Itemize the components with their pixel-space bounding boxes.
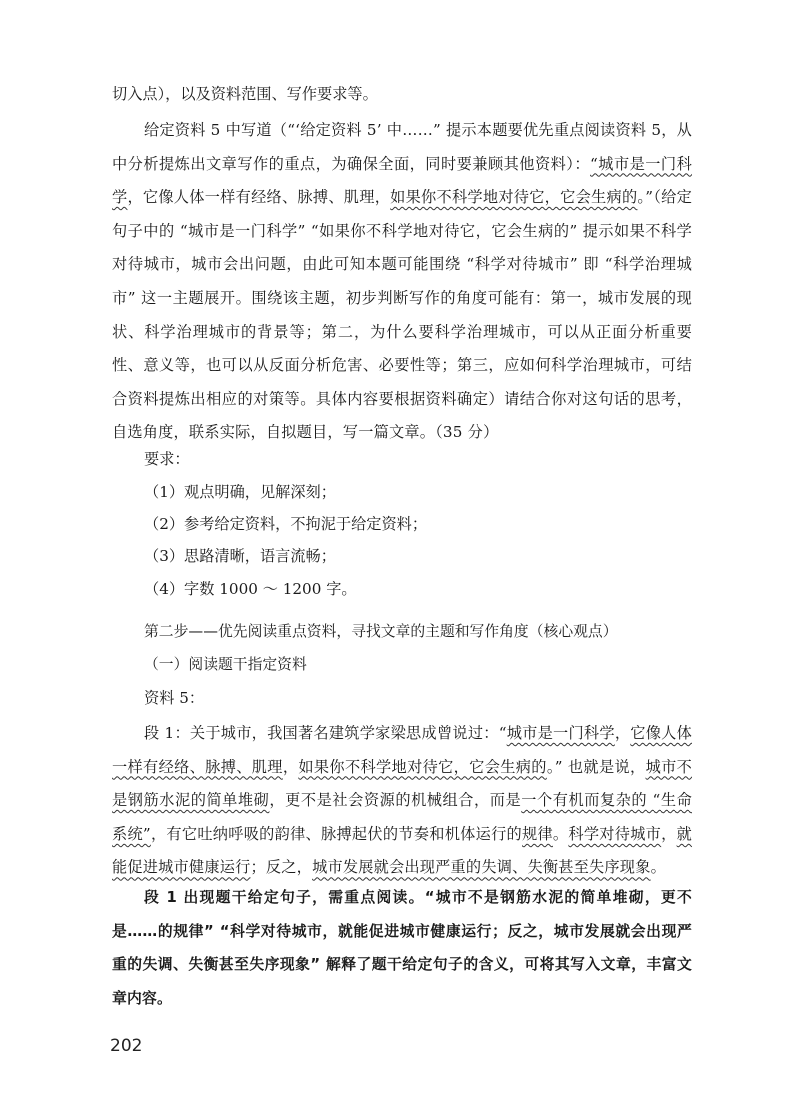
p1-underline-2: 它像人体一样有经络、脉搏、肌理 — [112, 724, 692, 776]
requirement-item-3: （3）思路清晰，语言流畅； — [144, 547, 336, 565]
intro-line: 切入点），以及资料范围、写作要求等。 — [112, 85, 378, 103]
question-paragraph — [112, 114, 692, 450]
p1-text-8: ；反之， — [250, 858, 313, 877]
p1-text-1: ， — [614, 724, 631, 742]
question-part-2: ，它像人体一样有经络、脉搏、肌理， — [127, 188, 391, 207]
question-part-1: 给定资料 5 中写道（“‘给定资料 5’ 中……” 提示本题要优先重点阅读资料 5，从中分析提炼出文章写作的重点，为确保全面，同时要兼顾其他资料）： — [112, 121, 692, 173]
p1-text-3: 。” 也就是说， — [546, 757, 646, 776]
p1-text-4: ，更不是社会资源的机械组合，而是 — [269, 791, 522, 810]
material-label: 资料 5： — [144, 689, 205, 707]
p1-underline-4: 城市不是钢筋水泥的简单堆砌 — [112, 757, 693, 810]
p1-text-5: ，有它吐纳呼吸的韵律、脉搏起伏的节奏和机体运行的 — [150, 824, 522, 843]
step-two-heading: 第二步——优先阅读重点资料，寻找文章的主题和写作角度（核心观点） — [144, 623, 618, 640]
p1-underline-3: 如果你不科学地对待它，它会生病的 — [298, 757, 547, 776]
requirement-item-4: （4）字数 1000 ～ 1200 字。 — [144, 580, 357, 598]
p1-underline-8: 就能促进城市健康运行 — [112, 824, 693, 877]
p1-text-2: ， — [282, 757, 299, 776]
page-number: 202 — [110, 1036, 143, 1056]
p1-underline-7: 科学对待城市 — [568, 824, 662, 843]
p1-underline-5: 一个有机而复杂的 “生命系统” — [112, 791, 692, 843]
requirement-item-1: （1）观点明确，见解深刻； — [144, 483, 336, 501]
p1-text-7: ， — [661, 824, 677, 843]
quote-city-sick: 如果你不科学地对待它，它会生病的 — [390, 188, 638, 207]
p1-underline-1: 城市是一门科学 — [506, 724, 615, 742]
p1-text-6: 。 — [552, 824, 569, 843]
requirements-title: 要求： — [144, 450, 190, 468]
question-part-3: 。”（给定句子中的 “城市是一门科学” “如果你不科学地对待它，它会生病的” 提示如果不科学对待城市，城市会出问题，由此可知本题可能围绕 “科学对待城市” 即 “科学治理城市” 这一主题展开。围绕该主题，初步判断写作的角度可能有：第一，城市发展的现状、科学治理城市的背景等；第二，为什么要科学治理城市，可以从正面分析重要性、意义等，也可以从反面分析危害、必要性等；第三，应如何科学治理城市，可结合资料提炼出相应的对策等。具体内容要根据资料确定）请结合你对这句话的思考，自选角度，联系实际，自拟题目，写一篇文章。（35 分） — [112, 188, 692, 442]
p1-underline-6: 规律 — [522, 824, 553, 843]
p1-lead: 段 1：关于城市，我国著名建筑学家梁思成曾说过：“ — [144, 724, 507, 742]
requirement-item-2: （2）参考给定资料，不拘泥于给定资料； — [144, 515, 428, 533]
material-paragraph-1 — [112, 717, 692, 885]
sub-heading: （一）阅读题干指定资料 — [144, 656, 307, 673]
quote-city-science: “城市是一门科学 — [112, 154, 692, 207]
p1-text-9: 。 — [650, 858, 666, 877]
p1-underline-9: 城市发展就会出现严重的失调、失衡甚至失序现象 — [312, 858, 651, 877]
analysis-paragraph: 段 1 出现题干给定句子，需重点阅读。“城市不是钢筋水泥的简单堆砌，更不是……的规律” “科学对待城市，就能促进城市健康运行；反之，城市发展就会出现严重的失调、失衡甚至失序现象” 解释了题干给定句子的含义，可将其写入文章，丰富文章内容。 — [112, 889, 692, 1007]
